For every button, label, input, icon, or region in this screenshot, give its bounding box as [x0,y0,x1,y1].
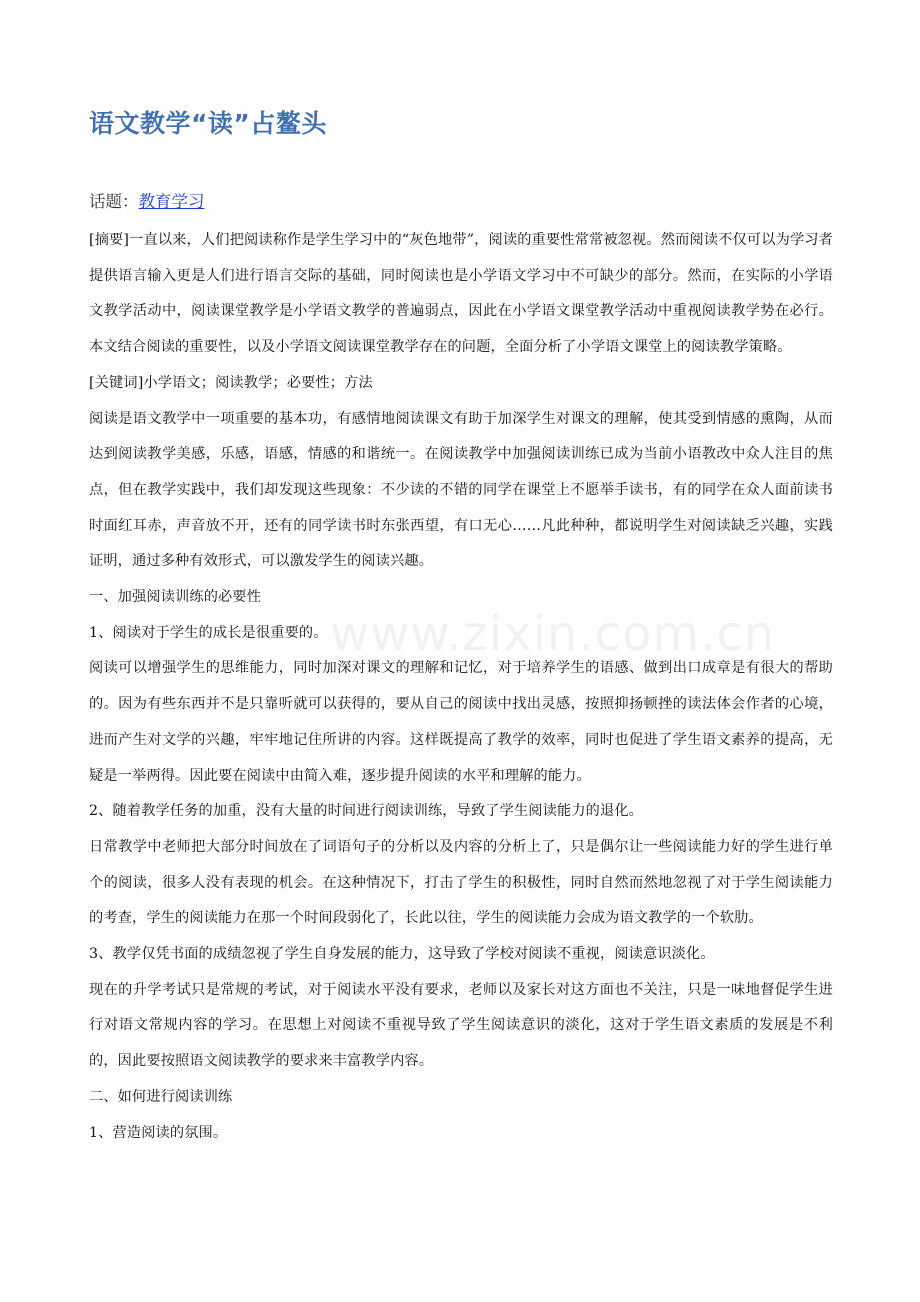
body-paragraph: 日常教学中老师把大部分时间放在了词语句子的分析以及内容的分析上了，只是偶尔让一些阅读能力好的学生进行单个的阅读，很多人没有表现的机会。在这种情况下，打击了学生的积极性，同时自然而然地忽视了对于学生阅读能力的考查，学生的阅读能力在那一个时间段弱化了，长此以往，学生的阅读能力会成为语文教学的一个软肋。 [89,838,833,927]
body-paragraph: 阅读可以增强学生的思维能力，同时加深对课文的理解和记忆，对于培养学生的语感、做到出口成章是有很大的帮助的。因为有些东西并不是只靠听就可以获得的，要从自己的阅读中找出灵感，按照抑扬顿挫的读法体会作者的心境，进而产生对文学的兴趣，牢牢地记住所讲的内容。这样既提高了教学的效率，同时也促进了学生语文素养的提高，无疑是一举两得。因此要在阅读中由简入难，逐步提升阅读的水平和理解的能力。 [89,660,833,784]
topic-line [89,188,205,212]
topic-link[interactable]: 教育学习 [138,192,205,211]
document-title: 语文教学“读”占鳌头 [89,109,327,138]
section-heading-2: 二、如何进行阅读训练 [89,1088,233,1105]
document-body [89,223,833,1151]
subheading-1-1: 1、阅读对于学生的成长是很重要的。 [89,624,328,641]
watermark: www.zixin.com.cn [330,606,776,662]
abstract-paragraph: [摘要]一直以来，人们把阅读称作是学生学习中的“灰色地带”，阅读的重要性常常被忽视。然而阅读不仅可以为学习者提供语言输入更是人们进行语言交际的基础，同时阅读也是小学语文学习中不可缺少的部分。然而，在实际的小学语文教学活动中，阅读课堂教学是小学语文教学的普遍弱点，因此在小学语文课堂教学活动中重视阅读教学势在必行。本文结合阅读的重要性，以及小学语文阅读课堂教学存在的问题，全面分析了小学语文课堂上的阅读教学策略。 [89,232,833,356]
keywords-paragraph: [关键词]小学语文；阅读教学；必要性；方法 [89,374,373,391]
subheading-1-2: 2、随着教学任务的加重，没有大量的时间进行阅读训练，导致了学生阅读能力的退化。 [89,803,644,820]
body-paragraph: 现在的升学考试只是常规的考试，对于阅读水平没有要求，老师以及家长对这方面也不关注，只是一味地督促学生进行对语文常规内容的学习。在思想上对阅读不重视导致了学生阅读意识的淡化，这对于学生语文素质的发展是不利的，因此要按照语文阅读教学的要求来丰富教学内容。 [89,981,833,1070]
subheading-2-1: 1、营造阅读的氛围。 [89,1124,228,1141]
subheading-1-3: 3、教学仅凭书面的成绩忽视了学生自身发展的能力，这导致了学校对阅读不重视，阅读意识淡化。 [89,946,715,963]
section-heading-1: 一、加强阅读训练的必要性 [89,589,262,606]
topic-label: 话题： [89,192,139,211]
intro-paragraph: 阅读是语文教学中一项重要的基本功，有感情地阅读课文有助于加深学生对课文的理解，使其受到情感的熏陶，从而达到阅读教学美感，乐感，语感，情感的和谐统一。在阅读教学中加强阅读训练已成为当前小语教改中众人注目的焦点，但在教学实践中，我们却发现这些现象：不少读的不错的同学在课堂上不愿举手读书，有的同学在众人面前读书时面红耳赤，声音放不开，还有的同学读书时东张西望，有口无心……凡此种种，都说明学生对阅读缺乏兴趣，实践证明，通过多种有效形式，可以激发学生的阅读兴趣。 [89,410,833,570]
